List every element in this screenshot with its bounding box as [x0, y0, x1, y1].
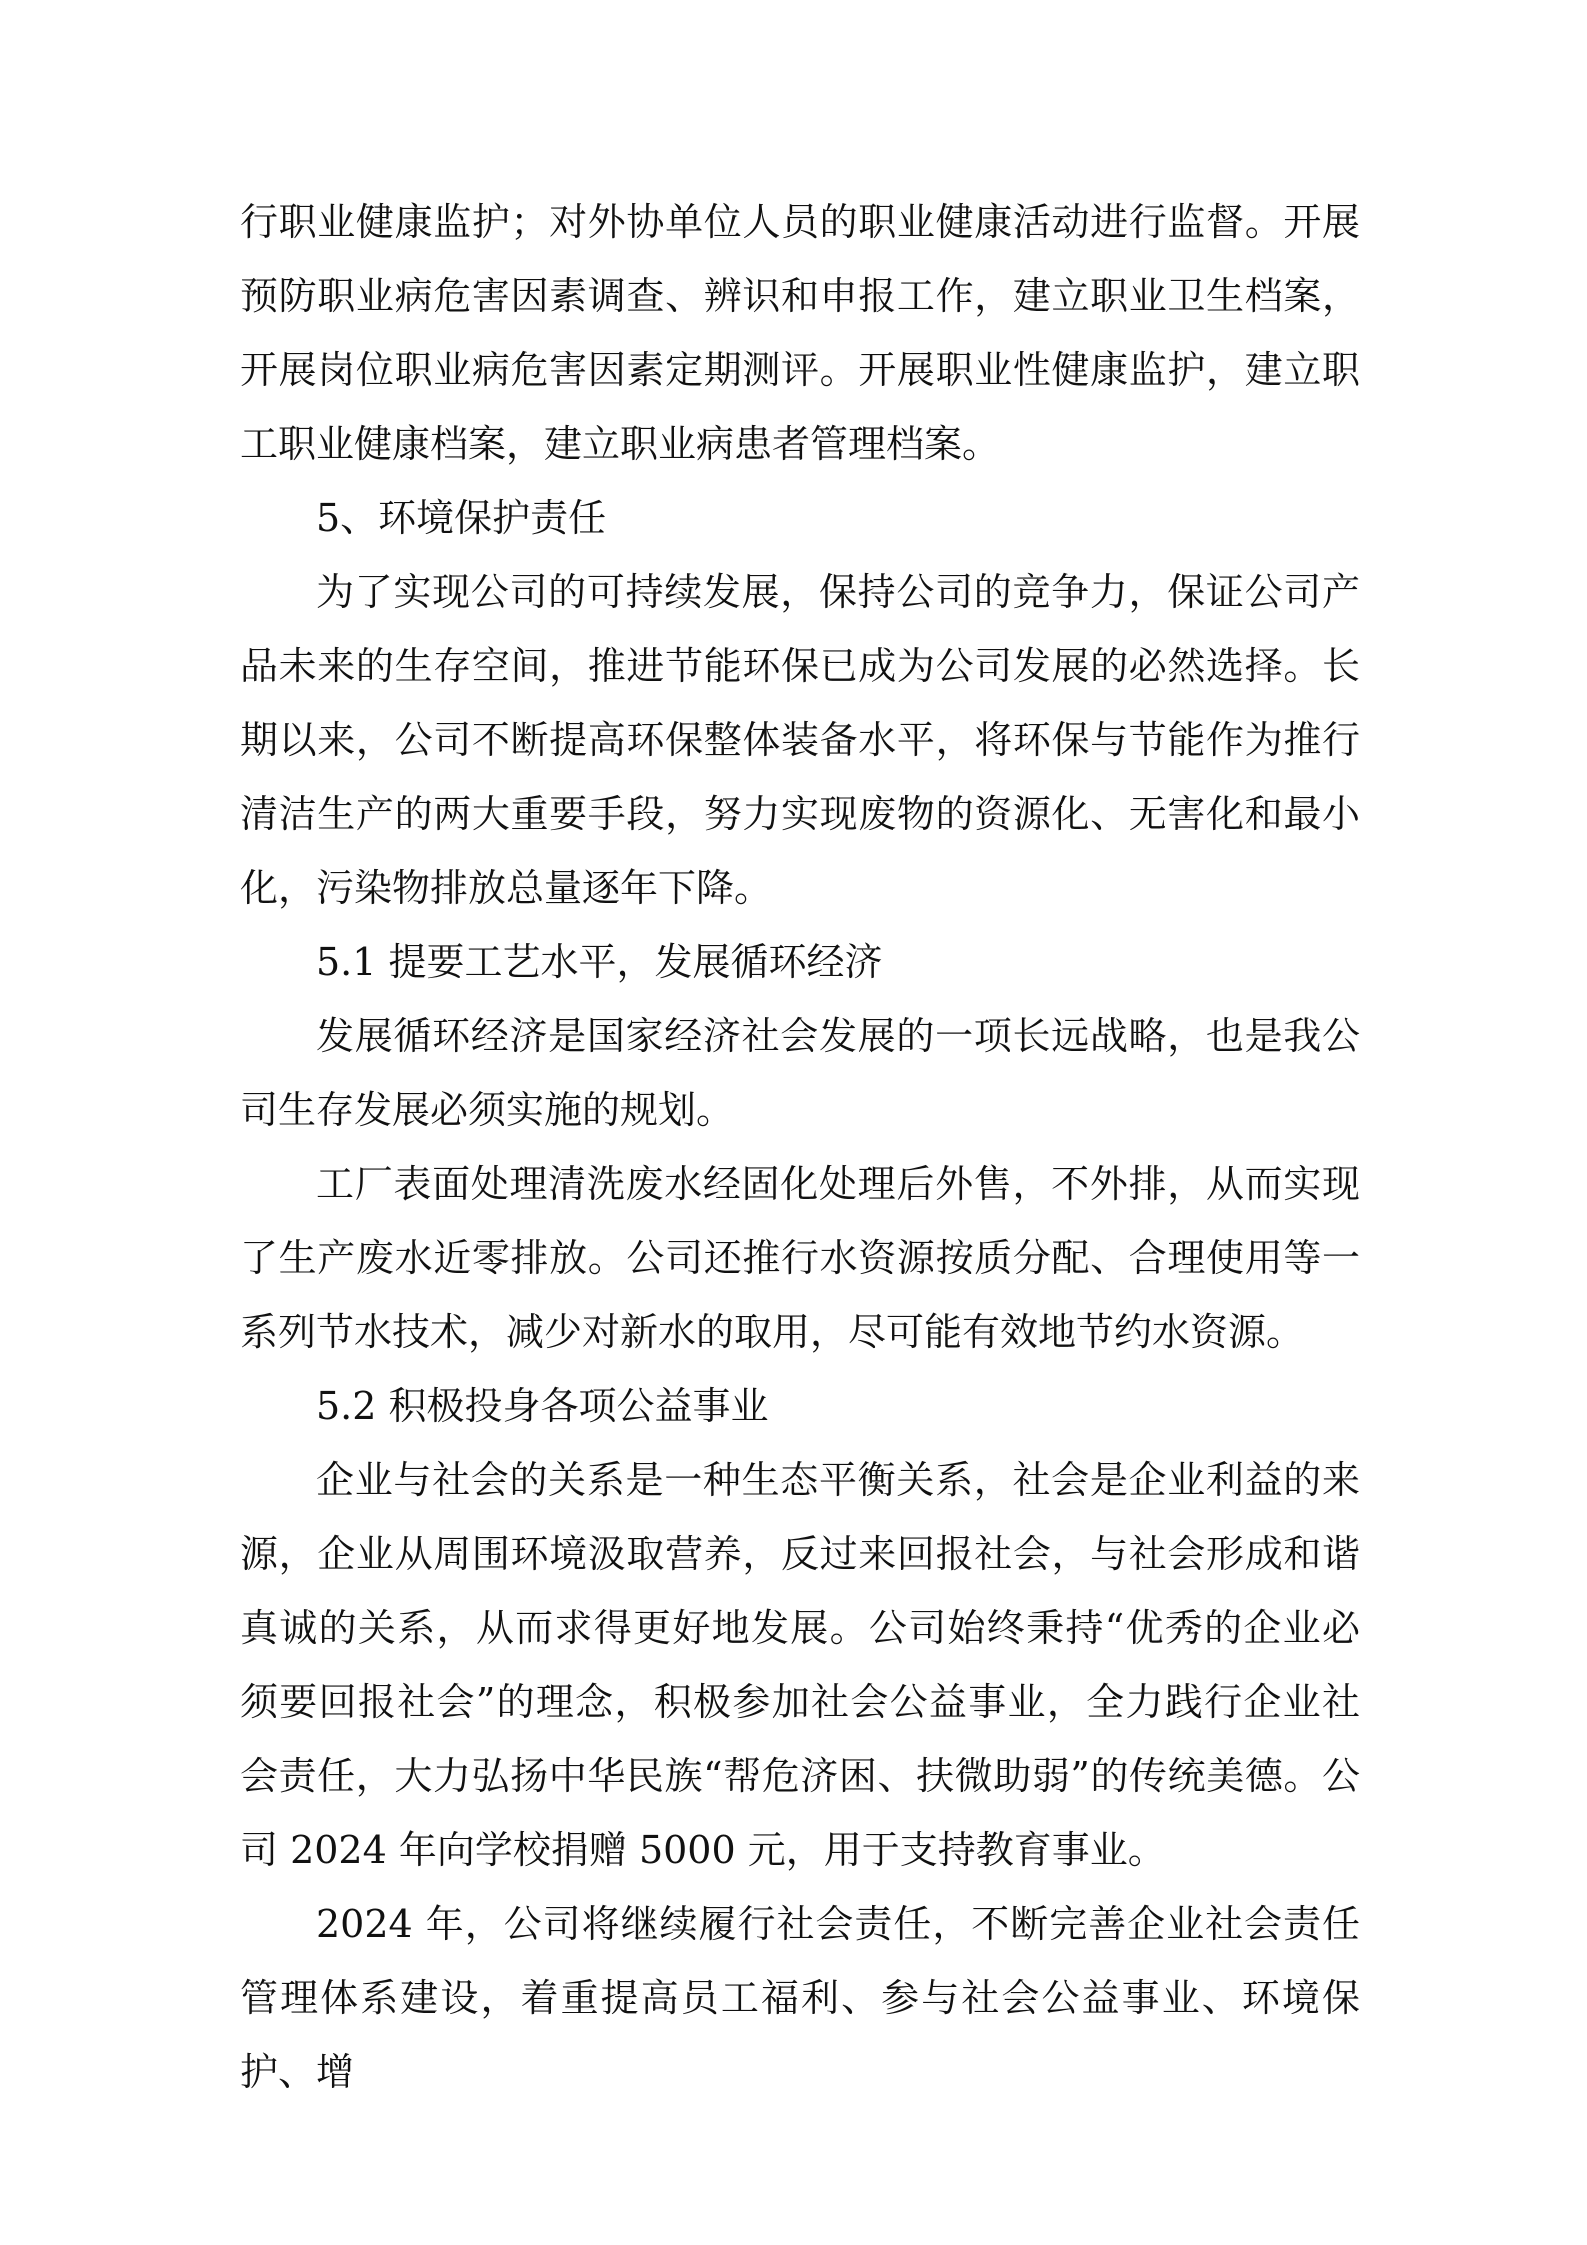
paragraph-occupational-health-continued: 行职业健康监护；对外协单位人员的职业健康活动进行监督。开展预防职业病危害因素调查、辨识和申报工作，建立职业卫生档案，开展岗位职业病危害因素定期测评。开展职业性健康监护，建立职工职业健康档案，建立职业病患者管理档案。: [240, 200, 1360, 466]
section-heading-environmental-protection: 5、环境保护责任: [316, 496, 607, 540]
paragraph-circular-economy-strategy: 发展循环经济是国家经济社会发展的一项长远战略，也是我公司生存发展必须实施的规划。: [240, 1014, 1360, 1132]
paragraph-sustainable-development: 为了实现公司的可持续发展，保持公司的竞争力，保证公司产品未来的生存空间，推进节能环保已成为公司发展的必然选择。长期以来，公司不断提高环保整体装备水平，将环保与节能作为推行清洁生产的两大重要手段，努力实现废物的资源化、无害化和最小化，污染物排放总量逐年下降。: [240, 570, 1360, 910]
paragraph-enterprise-society: 企业与社会的关系是一种生态平衡关系，社会是企业利益的来源，企业从周围环境汲取营养，反过来回报社会，与社会形成和谐真诚的关系，从而求得更好地发展。公司始终秉持“优秀的企业必须要回报社会”的理念，积极参加社会公益事业，全力践行企业社会责任，大力弘扬中华民族“帮危济困、扶微助弱”的传统美德。公司 2024 年向学校捐赠 5000 元，用于支持教育事业。: [240, 1458, 1360, 1872]
paragraph-wastewater-treatment: 工厂表面处理清洗废水经固化处理后外售，不外排，从而实现了生产废水近零排放。公司还推行水资源按质分配、合理使用等一系列节水技术，减少对新水的取用，尽可能有效地节约水资源。: [240, 1162, 1360, 1354]
paragraph-2024-plans: 2024 年，公司将继续履行社会责任，不断完善企业社会责任管理体系建设，着重提高员工福利、参与社会公益事业、环境保护、增: [240, 1902, 1360, 2094]
subsection-heading-circular-economy: 5.1 提要工艺水平，发展循环经济: [316, 940, 883, 984]
subsection-heading-public-welfare: 5.2 积极投身各项公益事业: [316, 1384, 769, 1428]
document-body: [240, 185, 1360, 2109]
